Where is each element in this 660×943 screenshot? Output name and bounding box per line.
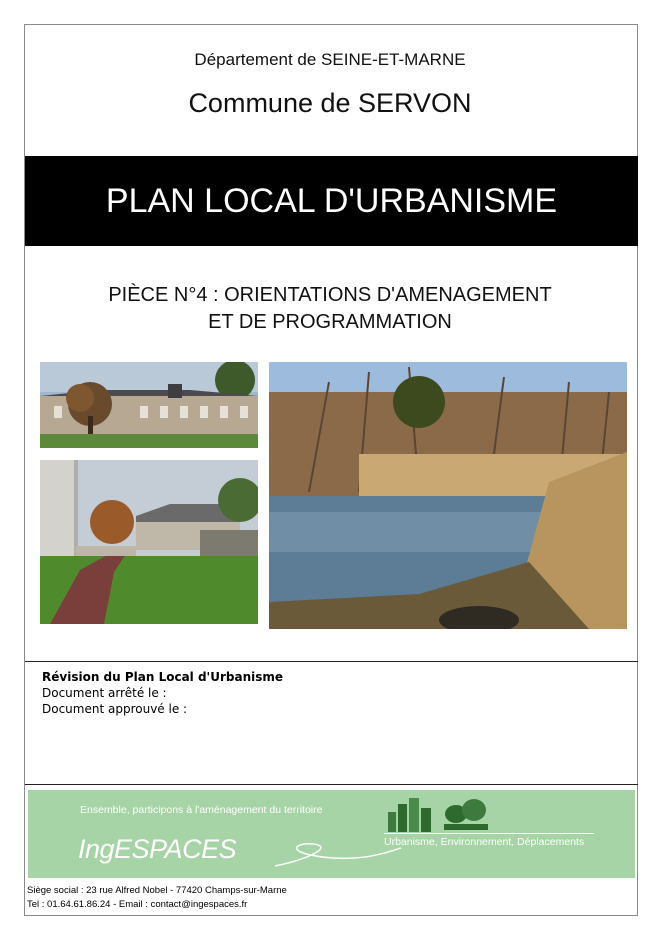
photo-chateau bbox=[40, 362, 258, 448]
piece-title-line2: ET DE PROGRAMMATION bbox=[208, 311, 452, 333]
separator-top bbox=[25, 661, 638, 662]
piece-title-line1: PIÈCE N°4 : ORIENTATIONS D'AMENAGEMENT bbox=[108, 284, 552, 306]
footer-tagline: Urbanisme, Environnement, Déplacements bbox=[384, 836, 585, 848]
plan-title-banner bbox=[25, 156, 638, 246]
revision-title: Révision du Plan Local d'Urbanisme bbox=[42, 670, 284, 684]
brand-logo: IngESPACES bbox=[78, 834, 237, 864]
footer-banner bbox=[28, 790, 635, 878]
piece-title bbox=[0, 282, 660, 336]
plan-title: PLAN LOCAL D'URBANISME bbox=[105, 181, 558, 220]
siege-address: Siège social : 23 rue Alfred Nobel - 77420 Champs-sur-Marne bbox=[27, 885, 287, 896]
contact-info: Tel : 01.64.61.86.24 - Email : contact@ingespaces.fr bbox=[27, 899, 248, 910]
date-approuve: Document approuvé le : bbox=[42, 702, 188, 716]
tagline-rule bbox=[384, 833, 594, 834]
department-name: Département de SEINE-ET-MARNE bbox=[194, 50, 466, 69]
photo-pond bbox=[269, 362, 627, 629]
footer-slogan: Ensemble, participons à l'aménagement du territoire bbox=[80, 804, 323, 816]
separator-bottom bbox=[25, 784, 638, 785]
city-buildings-icon bbox=[386, 796, 436, 832]
date-arrete: Document arrêté le : bbox=[42, 686, 167, 700]
commune-name: Commune de SERVON bbox=[188, 88, 472, 118]
tree-landscape-icon bbox=[444, 798, 488, 832]
revision-block bbox=[42, 669, 283, 717]
address-block bbox=[27, 884, 287, 912]
photo-courtyard bbox=[40, 460, 258, 624]
